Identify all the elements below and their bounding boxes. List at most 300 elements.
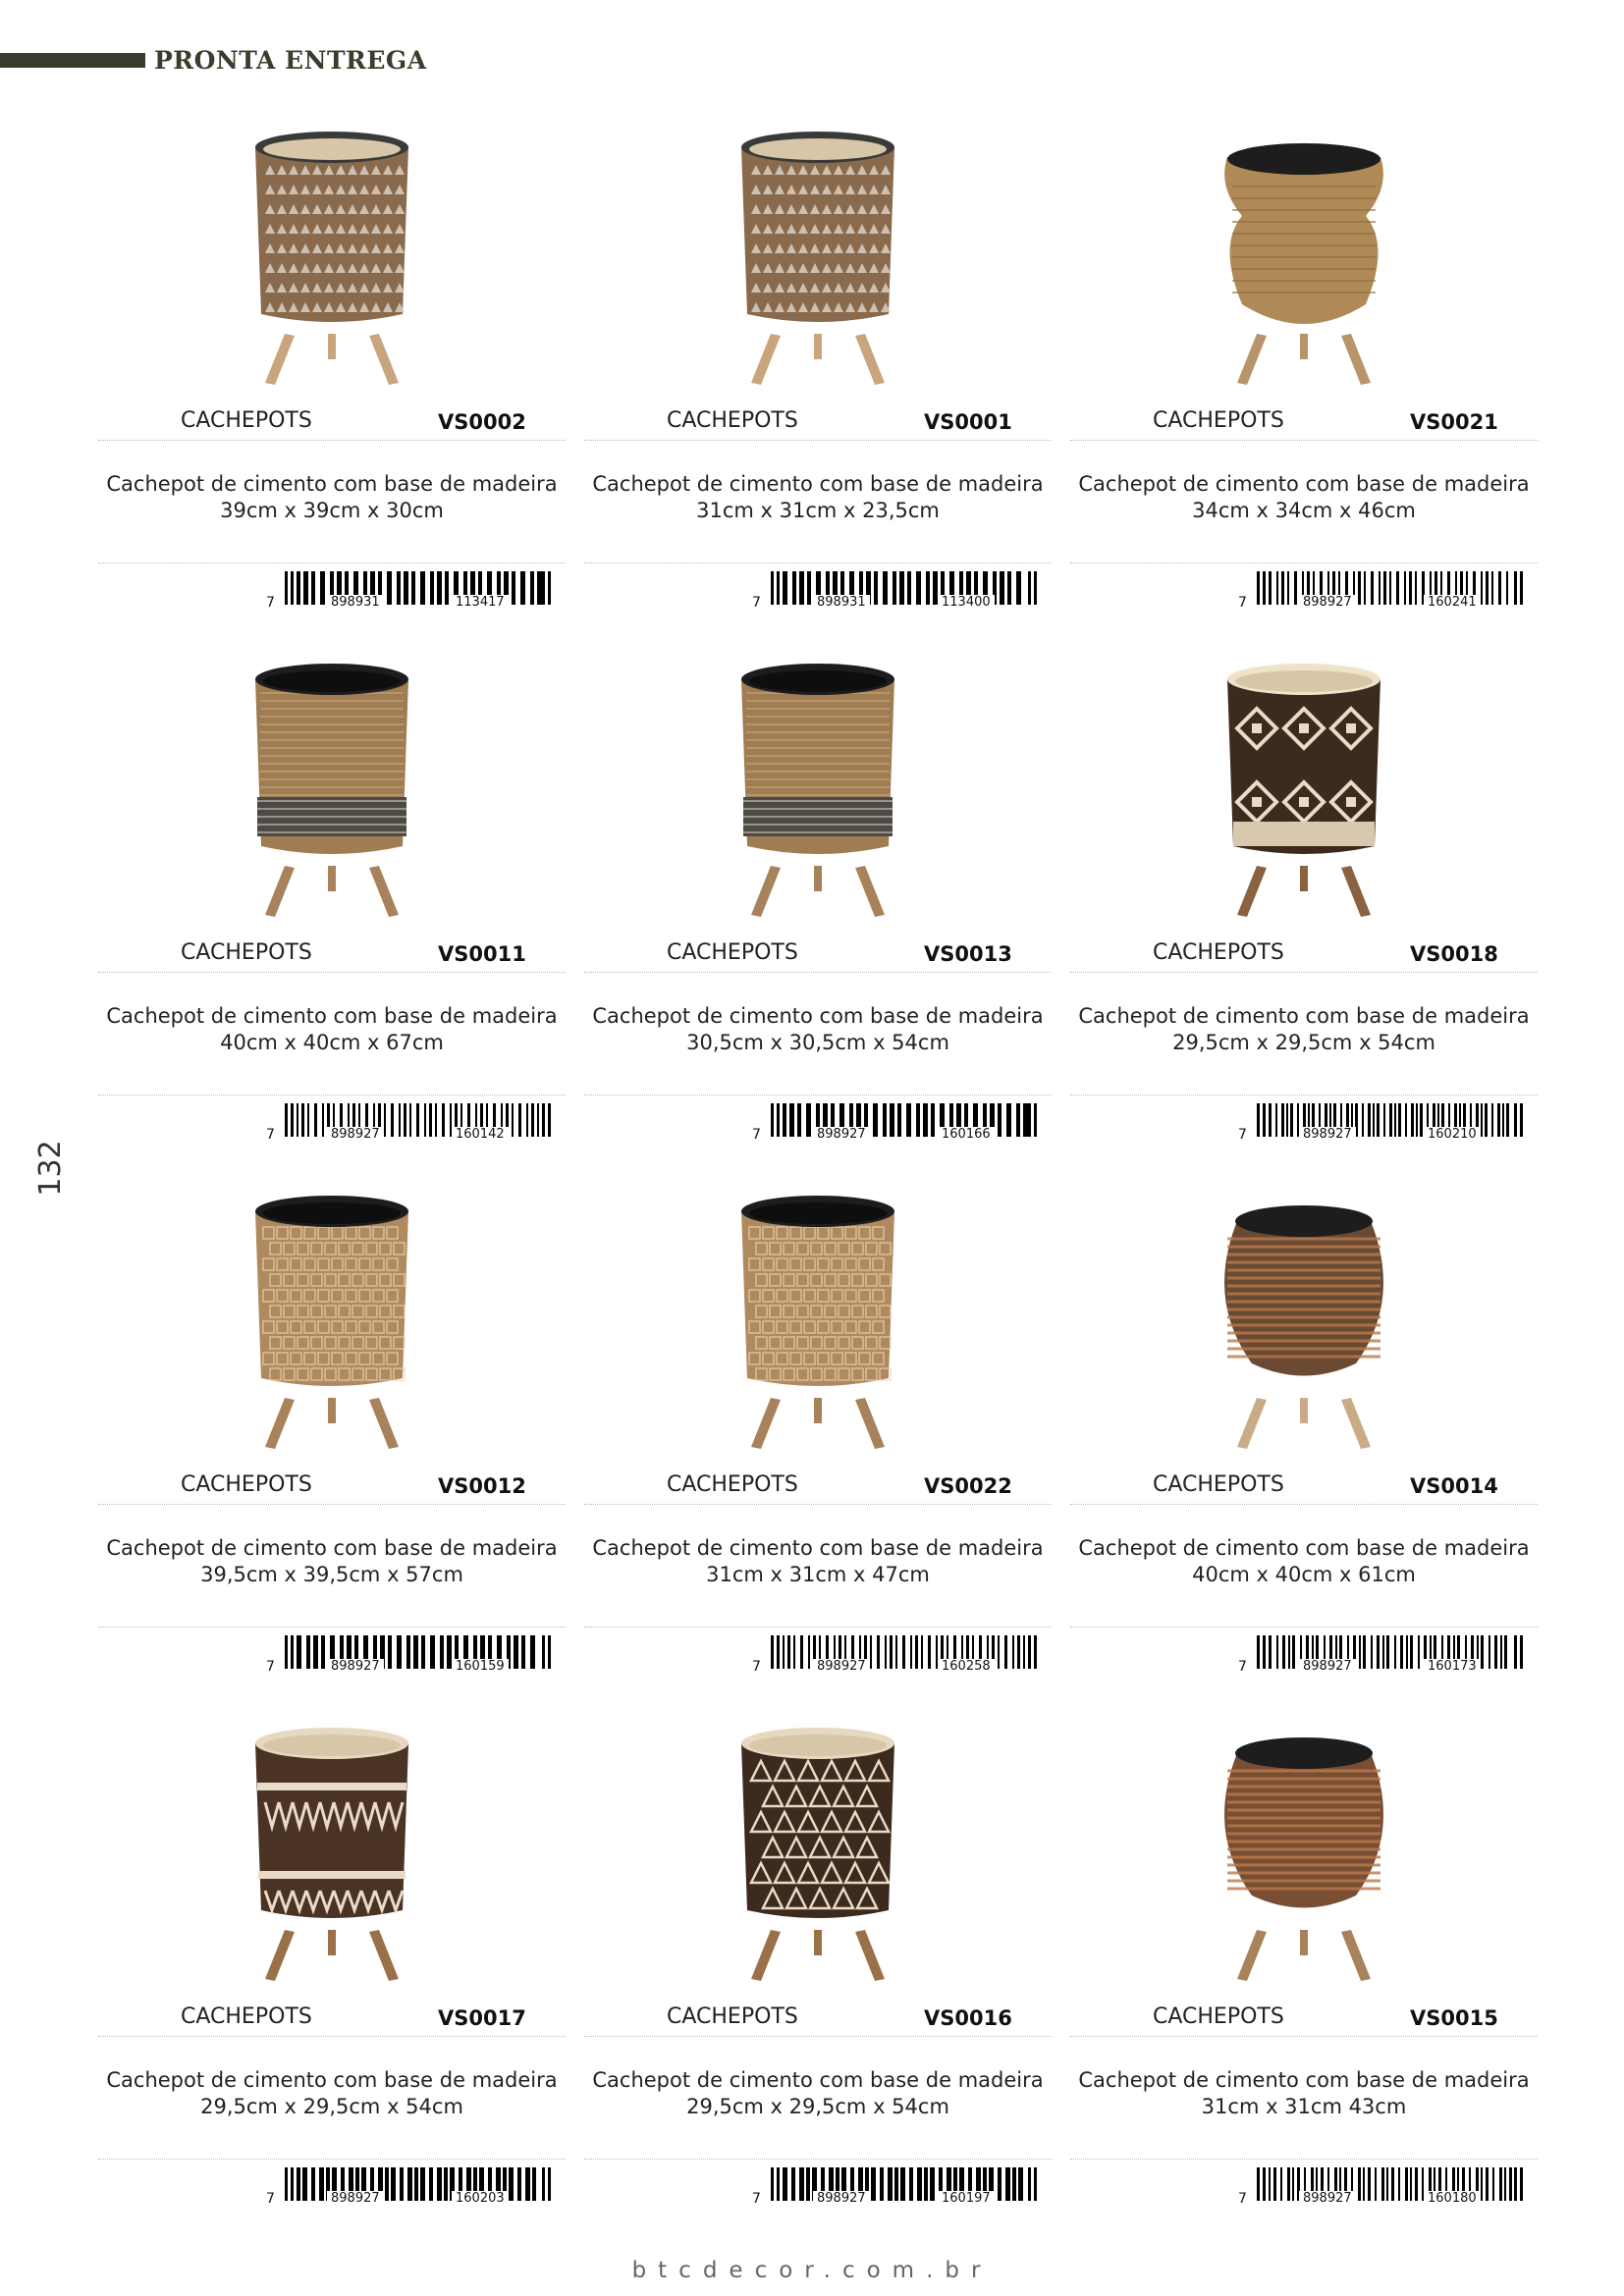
product-description bbox=[584, 1003, 1052, 1056]
barcode-bar bbox=[1394, 1635, 1396, 1669]
product-code: VS0014 bbox=[1410, 1474, 1498, 1498]
product-card bbox=[1070, 88, 1538, 620]
barcode-bar bbox=[285, 2167, 288, 2201]
barcode-bar bbox=[1275, 1103, 1277, 1137]
barcode-bar bbox=[1386, 2167, 1388, 2201]
product-category: CACHEPOTS bbox=[1153, 2004, 1284, 2029]
barcode-bar bbox=[797, 1103, 801, 1137]
barcode-bar bbox=[1494, 1635, 1497, 1669]
barcode-bar bbox=[542, 2167, 545, 2201]
barcode-bar bbox=[397, 1635, 402, 1669]
barcode-bar bbox=[928, 1635, 931, 1669]
product-code: VS0002 bbox=[438, 410, 526, 434]
barcode-bar bbox=[923, 1103, 928, 1137]
product-card bbox=[1070, 1152, 1538, 1684]
barcode-bar bbox=[542, 1103, 545, 1137]
barcode-bar bbox=[998, 1635, 1000, 1669]
product-category: CACHEPOTS bbox=[1153, 408, 1284, 433]
barcode-bar bbox=[1418, 1635, 1420, 1669]
barcode bbox=[263, 571, 548, 620]
product-dimensions: 31cm x 31cm x 23,5cm bbox=[696, 499, 940, 522]
barcode-bar bbox=[514, 1635, 518, 1669]
barcode-bar bbox=[291, 2167, 294, 2201]
barcode-bar bbox=[899, 571, 904, 605]
barcode-bar bbox=[771, 1103, 774, 1137]
barcode-bar bbox=[285, 1103, 288, 1137]
product-desc-text: Cachepot de cimento com base de madeira bbox=[106, 1004, 558, 1028]
barcode-bar bbox=[1016, 571, 1021, 605]
product-photo bbox=[584, 620, 1052, 934]
divider bbox=[584, 562, 1052, 563]
barcode-bar bbox=[1028, 571, 1031, 605]
barcode-bar bbox=[291, 1103, 294, 1137]
barcode-digit-prefix: 7 bbox=[266, 2191, 275, 2207]
barcode-bar bbox=[998, 2167, 1001, 2201]
product-card bbox=[584, 1684, 1052, 2216]
barcode-bar bbox=[916, 571, 921, 605]
barcode bbox=[1235, 1635, 1520, 1684]
barcode-bar bbox=[1371, 571, 1374, 605]
barcode-digit-prefix: 7 bbox=[266, 1127, 275, 1143]
barcode-bar bbox=[1292, 1635, 1295, 1669]
barcode-bar bbox=[870, 1635, 872, 1669]
barcode-lines bbox=[1257, 2167, 1522, 2201]
legs bbox=[751, 1398, 885, 1449]
barcode-bar bbox=[1290, 1103, 1293, 1137]
barcode-bar bbox=[1034, 1635, 1037, 1669]
barcode-bar bbox=[1389, 571, 1391, 605]
divider bbox=[98, 2159, 566, 2160]
product-card bbox=[98, 620, 566, 1152]
barcode-bar bbox=[285, 1635, 288, 1669]
header-bar bbox=[0, 53, 145, 68]
barcode-bar bbox=[1028, 1635, 1031, 1669]
barcode-bar bbox=[1406, 1635, 1408, 1669]
barcode-bar bbox=[1497, 1103, 1500, 1137]
barcode-bar bbox=[915, 1635, 918, 1669]
legs bbox=[265, 866, 399, 917]
barcode-bar bbox=[1288, 1635, 1290, 1669]
barcode bbox=[1235, 1103, 1520, 1152]
divider bbox=[98, 562, 566, 563]
product-card bbox=[98, 88, 566, 620]
barcode-bar bbox=[1287, 571, 1289, 605]
barcode-bar bbox=[1481, 1103, 1483, 1137]
barcode-bar bbox=[307, 1103, 309, 1137]
barcode-bar bbox=[1514, 1635, 1517, 1669]
product-code: VS0021 bbox=[1410, 410, 1498, 434]
barcode-bar bbox=[1007, 571, 1011, 605]
barcode-bar bbox=[1514, 2167, 1517, 2201]
barcode-digits-left: 898927 bbox=[327, 1659, 384, 1674]
barcode-lines bbox=[1257, 571, 1522, 605]
barcode-bar bbox=[414, 2167, 418, 2201]
barcode-bar bbox=[1359, 1635, 1361, 1669]
barcode-digits-left: 898931 bbox=[813, 595, 870, 610]
product-category: CACHEPOTS bbox=[667, 1472, 798, 1497]
barcode-digits-left: 898927 bbox=[1299, 595, 1356, 610]
product-desc-text: Cachepot de cimento com base de madeira bbox=[106, 2068, 558, 2092]
barcode-bar bbox=[1394, 1103, 1396, 1137]
product-dimensions: 40cm x 40cm x 67cm bbox=[220, 1031, 444, 1054]
barcode-bar bbox=[1263, 571, 1266, 605]
product-category: CACHEPOTS bbox=[181, 408, 312, 433]
product-title-row bbox=[1070, 404, 1538, 441]
product-category: CACHEPOTS bbox=[667, 408, 798, 433]
barcode-bar bbox=[437, 571, 442, 605]
barcode-bar bbox=[931, 1103, 935, 1137]
barcode-bar bbox=[1017, 1635, 1020, 1669]
product-photo bbox=[98, 1152, 566, 1467]
barcode-digit-prefix: 7 bbox=[266, 1659, 275, 1675]
product-title-row bbox=[1070, 1468, 1538, 1505]
product-title-row bbox=[584, 2001, 1052, 2037]
product-title-row bbox=[98, 936, 566, 973]
barcode-bar bbox=[314, 1103, 317, 1137]
barcode-bar bbox=[440, 1635, 444, 1669]
barcode-digits-left: 898927 bbox=[1299, 1659, 1356, 1674]
barcode-bar bbox=[302, 2167, 307, 2201]
barcode-bar bbox=[1492, 2167, 1494, 2201]
barcode-bar bbox=[777, 1103, 780, 1137]
barcode-bar bbox=[807, 571, 811, 605]
page-number: 132 bbox=[33, 1140, 68, 1197]
barcode-bar bbox=[306, 1635, 310, 1669]
barcode-bar bbox=[998, 1103, 1001, 1137]
barcode-bar bbox=[1415, 2167, 1418, 2201]
barcode-bar bbox=[537, 1103, 539, 1137]
barcode-bar bbox=[874, 571, 878, 605]
barcode-bar bbox=[409, 1103, 411, 1137]
divider bbox=[98, 1627, 566, 1628]
barcode-digits-left: 898927 bbox=[1299, 2191, 1356, 2206]
barcode-bar bbox=[1498, 571, 1501, 605]
barcode-bar bbox=[517, 2167, 521, 2201]
barcode-bar bbox=[1377, 1635, 1380, 1669]
barcode-bar bbox=[792, 571, 796, 605]
barcode-bar bbox=[1481, 1635, 1484, 1669]
barcode-bar bbox=[806, 2167, 810, 2201]
barcode-digit-prefix: 7 bbox=[266, 595, 275, 611]
product-description bbox=[98, 1003, 566, 1056]
product-desc-text: Cachepot de cimento com base de madeira bbox=[1078, 1536, 1530, 1560]
product-category: CACHEPOTS bbox=[181, 1472, 312, 1497]
barcode-bar bbox=[1364, 571, 1366, 605]
barcode-bar bbox=[1012, 1635, 1014, 1669]
barcode-digits-right: 160197 bbox=[938, 2191, 995, 2206]
barcode-bar bbox=[1358, 571, 1361, 605]
barcode-bar bbox=[1514, 571, 1517, 605]
barcode-digits-right: 160180 bbox=[1424, 2191, 1481, 2206]
barcode-bar bbox=[1269, 1103, 1272, 1137]
product-category: CACHEPOTS bbox=[181, 940, 312, 965]
barcode-bar bbox=[1416, 1103, 1418, 1137]
barcode-bar bbox=[424, 1103, 426, 1137]
product-desc-text: Cachepot de cimento com base de madeira bbox=[106, 1536, 558, 1560]
barcode-bar bbox=[926, 571, 930, 605]
barcode-bar bbox=[430, 571, 434, 605]
barcode-bar bbox=[1382, 1635, 1384, 1669]
product-description bbox=[98, 2067, 566, 2120]
product-desc-text: Cachepot de cimento com base de madeira bbox=[1078, 472, 1530, 496]
barcode-bar bbox=[890, 1635, 893, 1669]
barcode-bar bbox=[1273, 2167, 1276, 2201]
barcode-bar bbox=[808, 1635, 810, 1669]
barcode-digits-right: 160258 bbox=[938, 1659, 995, 1674]
barcode-bar bbox=[321, 1635, 325, 1669]
barcode-bar bbox=[407, 2167, 412, 2201]
product-desc-text: Cachepot de cimento com base de madeira bbox=[106, 472, 558, 496]
barcode-bar bbox=[311, 2167, 315, 2201]
barcode-digit-prefix: 7 bbox=[752, 595, 761, 611]
barcode-bar bbox=[385, 2167, 389, 2201]
barcode-bar bbox=[1383, 1103, 1385, 1137]
barcode-bar bbox=[1028, 1103, 1031, 1137]
barcode-digits-right: 160166 bbox=[938, 1127, 995, 1142]
barcode-digit-prefix: 7 bbox=[752, 1659, 761, 1675]
barcode-digits-left: 898927 bbox=[1299, 1127, 1356, 1142]
barcode-bar bbox=[1269, 571, 1272, 605]
barcode-bar bbox=[1280, 2167, 1282, 2201]
barcode-digits-left: 898927 bbox=[813, 1127, 870, 1142]
barcode-bar bbox=[907, 571, 911, 605]
divider bbox=[584, 1627, 1052, 1628]
barcode-bar bbox=[1363, 2167, 1365, 2201]
barcode-bar bbox=[1016, 1103, 1020, 1137]
barcode-bar bbox=[1257, 1103, 1260, 1137]
barcode-bar bbox=[1018, 2167, 1023, 2201]
pot-body bbox=[255, 1728, 408, 1918]
barcode-bar bbox=[1520, 2167, 1523, 2201]
barcode-bar bbox=[1504, 1635, 1507, 1669]
barcode-digit-prefix: 7 bbox=[752, 1127, 761, 1143]
barcode-bar bbox=[1257, 571, 1260, 605]
barcode-bar bbox=[297, 1635, 301, 1669]
barcode-bar bbox=[1006, 1103, 1011, 1137]
product-code: VS0012 bbox=[438, 1474, 526, 1498]
barcode-lines bbox=[285, 571, 550, 605]
barcode-bar bbox=[406, 1635, 410, 1669]
barcode-bar bbox=[883, 571, 888, 605]
product-code: VS0018 bbox=[1410, 942, 1498, 966]
barcode-bar bbox=[313, 1635, 318, 1669]
product-photo bbox=[1070, 1684, 1538, 1999]
product-title-row bbox=[584, 404, 1052, 441]
barcode-bar bbox=[420, 571, 425, 605]
product-title-row bbox=[98, 1468, 566, 1505]
barcode-digits-left: 898931 bbox=[327, 595, 384, 610]
barcode-digits-left: 898927 bbox=[327, 1127, 384, 1142]
barcode-bar bbox=[1489, 1635, 1490, 1669]
legs bbox=[751, 1930, 885, 1981]
barcode-digits-right: 160210 bbox=[1424, 1127, 1481, 1142]
barcode-bar bbox=[1520, 1103, 1523, 1137]
product-code: VS0013 bbox=[924, 942, 1012, 966]
barcode-bar bbox=[442, 1103, 445, 1137]
barcode-bar bbox=[783, 571, 787, 605]
product-description bbox=[98, 1535, 566, 1588]
legs bbox=[1237, 866, 1371, 917]
barcode-bar bbox=[1396, 571, 1399, 605]
barcode-bar bbox=[895, 1635, 897, 1669]
barcode-bar bbox=[411, 571, 415, 605]
barcode-bar bbox=[1282, 1635, 1285, 1669]
barcode-lines bbox=[1257, 1635, 1522, 1669]
barcode-bar bbox=[1281, 1103, 1284, 1137]
barcode-bar bbox=[800, 1635, 803, 1669]
product-photo bbox=[584, 1152, 1052, 1467]
barcode-bar bbox=[1386, 1635, 1389, 1669]
product-desc-text: Cachepot de cimento com base de madeira bbox=[1078, 1004, 1530, 1028]
barcode-bar bbox=[771, 2167, 774, 2201]
product-title-row bbox=[584, 1468, 1052, 1505]
product-dimensions: 31cm x 31cm 43cm bbox=[1201, 2095, 1407, 2118]
product-title-row bbox=[1070, 2001, 1538, 2037]
barcode-bar bbox=[799, 571, 804, 605]
barcode-bar bbox=[1269, 2167, 1271, 2201]
product-desc-text: Cachepot de cimento com base de madeira bbox=[1078, 2068, 1530, 2092]
product-category: CACHEPOTS bbox=[181, 2004, 312, 2029]
legs bbox=[265, 1398, 399, 1449]
legs bbox=[265, 1930, 399, 1981]
barcode-bar bbox=[1506, 571, 1508, 605]
pot-body bbox=[255, 132, 408, 322]
barcode-digit-prefix: 7 bbox=[752, 2191, 761, 2207]
product-code: VS0001 bbox=[924, 410, 1012, 434]
barcode-bar bbox=[1411, 1103, 1414, 1137]
barcode-bar bbox=[1404, 571, 1406, 605]
barcode-bar bbox=[525, 2167, 530, 2201]
barcode-bar bbox=[1373, 1103, 1375, 1137]
barcode-bar bbox=[1499, 2167, 1502, 2201]
barcode-lines bbox=[285, 2167, 550, 2201]
product-card bbox=[98, 1152, 566, 1684]
barcode-bar bbox=[311, 571, 315, 605]
barcode-bar bbox=[404, 571, 408, 605]
barcode-bar bbox=[1004, 1635, 1007, 1669]
pot-body bbox=[741, 1728, 894, 1918]
barcode-bar bbox=[806, 1103, 811, 1137]
barcode-bar bbox=[885, 1635, 887, 1669]
barcode-bar bbox=[1371, 1635, 1373, 1669]
barcode-bar bbox=[291, 571, 294, 605]
barcode-bar bbox=[291, 1635, 294, 1669]
barcode-bar bbox=[420, 2167, 425, 2201]
barcode-bar bbox=[297, 571, 300, 605]
barcode-bar bbox=[1000, 571, 1004, 605]
product-desc-text: Cachepot de cimento com base de madeira bbox=[592, 2068, 1044, 2092]
barcode-bar bbox=[297, 1103, 298, 1137]
barcode-bar bbox=[924, 2167, 928, 2201]
barcode-digits-left: 898927 bbox=[813, 2191, 870, 2206]
barcode-bar bbox=[421, 1635, 425, 1669]
barcode-bar bbox=[548, 1635, 551, 1669]
barcode-lines bbox=[771, 1635, 1036, 1669]
barcode-bar bbox=[1491, 571, 1493, 605]
product-photo bbox=[98, 1684, 566, 1999]
barcode-bar bbox=[1520, 571, 1523, 605]
barcode-bar bbox=[789, 1103, 794, 1137]
barcode-bar bbox=[509, 2167, 514, 2201]
barcode-bar bbox=[1358, 2167, 1361, 2201]
barcode-bar bbox=[1383, 571, 1386, 605]
product-photo bbox=[584, 1684, 1052, 1999]
barcode-bar bbox=[391, 2167, 396, 2201]
product-category: CACHEPOTS bbox=[667, 940, 798, 965]
product-dimensions: 40cm x 40cm x 61cm bbox=[1192, 1563, 1416, 1586]
barcode-bar bbox=[1281, 571, 1284, 605]
barcode-bar bbox=[1368, 1103, 1371, 1137]
barcode-bar bbox=[771, 1635, 774, 1669]
product-code: VS0011 bbox=[438, 942, 526, 966]
barcode-bar bbox=[520, 571, 525, 605]
barcode-bar bbox=[1292, 2167, 1294, 2201]
product-dimensions: 29,5cm x 29,5cm x 54cm bbox=[200, 2095, 463, 2118]
barcode-bar bbox=[1486, 2167, 1489, 2201]
barcode-bar bbox=[1381, 2167, 1384, 2201]
barcode-bar bbox=[542, 1635, 545, 1669]
barcode-bar bbox=[435, 1103, 437, 1137]
product-dimensions: 29,5cm x 29,5cm x 54cm bbox=[686, 2095, 949, 2118]
barcode-bar bbox=[548, 571, 551, 605]
barcode-bar bbox=[1375, 2167, 1377, 2201]
barcode-bar bbox=[444, 2167, 448, 2201]
barcode-bar bbox=[906, 1103, 911, 1137]
barcode-bar bbox=[1263, 2167, 1266, 2201]
barcode bbox=[1235, 2167, 1520, 2216]
barcode-bar bbox=[1028, 2167, 1031, 2201]
barcode-bar bbox=[1012, 2167, 1016, 2201]
barcode-bar bbox=[384, 1103, 386, 1137]
barcode-bar bbox=[1409, 571, 1412, 605]
pot-body bbox=[741, 132, 894, 322]
barcode-bar bbox=[521, 1635, 525, 1669]
divider bbox=[584, 2159, 1052, 2160]
barcode-bar bbox=[532, 2167, 536, 2201]
barcode-bar bbox=[397, 571, 401, 605]
pot-body bbox=[1224, 143, 1383, 324]
barcode-bar bbox=[400, 2167, 404, 2201]
product-photo bbox=[1070, 88, 1538, 402]
barcode-bar bbox=[783, 2167, 787, 2201]
barcode-digits-left: 898927 bbox=[813, 1659, 870, 1674]
product-title-row bbox=[1070, 936, 1538, 973]
barcode-bar bbox=[1485, 1103, 1488, 1137]
product-description bbox=[1070, 2067, 1538, 2120]
barcode-bar bbox=[1034, 571, 1037, 605]
barcode bbox=[749, 1635, 1034, 1684]
barcode-bar bbox=[1509, 2167, 1512, 2201]
product-dimensions: 39cm x 39cm x 30cm bbox=[220, 499, 444, 522]
barcode-bar bbox=[917, 2167, 922, 2201]
barcode-bar bbox=[1514, 1103, 1517, 1137]
product-code: VS0016 bbox=[924, 2006, 1012, 2030]
barcode-bar bbox=[1379, 571, 1380, 605]
barcode-bar bbox=[900, 2167, 905, 2201]
product-dimensions: 31cm x 31cm x 47cm bbox=[706, 1563, 930, 1586]
barcode-bar bbox=[387, 571, 392, 605]
barcode-bar bbox=[391, 1103, 394, 1137]
barcode-digit-prefix: 7 bbox=[1238, 1659, 1247, 1675]
barcode-bar bbox=[777, 2167, 780, 2201]
barcode-bar bbox=[1363, 1635, 1366, 1669]
product-photo bbox=[1070, 620, 1538, 934]
barcode-bar bbox=[894, 2167, 898, 2201]
product-category: CACHEPOTS bbox=[1153, 1472, 1284, 1497]
barcode-bar bbox=[890, 1103, 894, 1137]
barcode-bar bbox=[771, 571, 774, 605]
barcode-bar bbox=[548, 2167, 551, 2201]
